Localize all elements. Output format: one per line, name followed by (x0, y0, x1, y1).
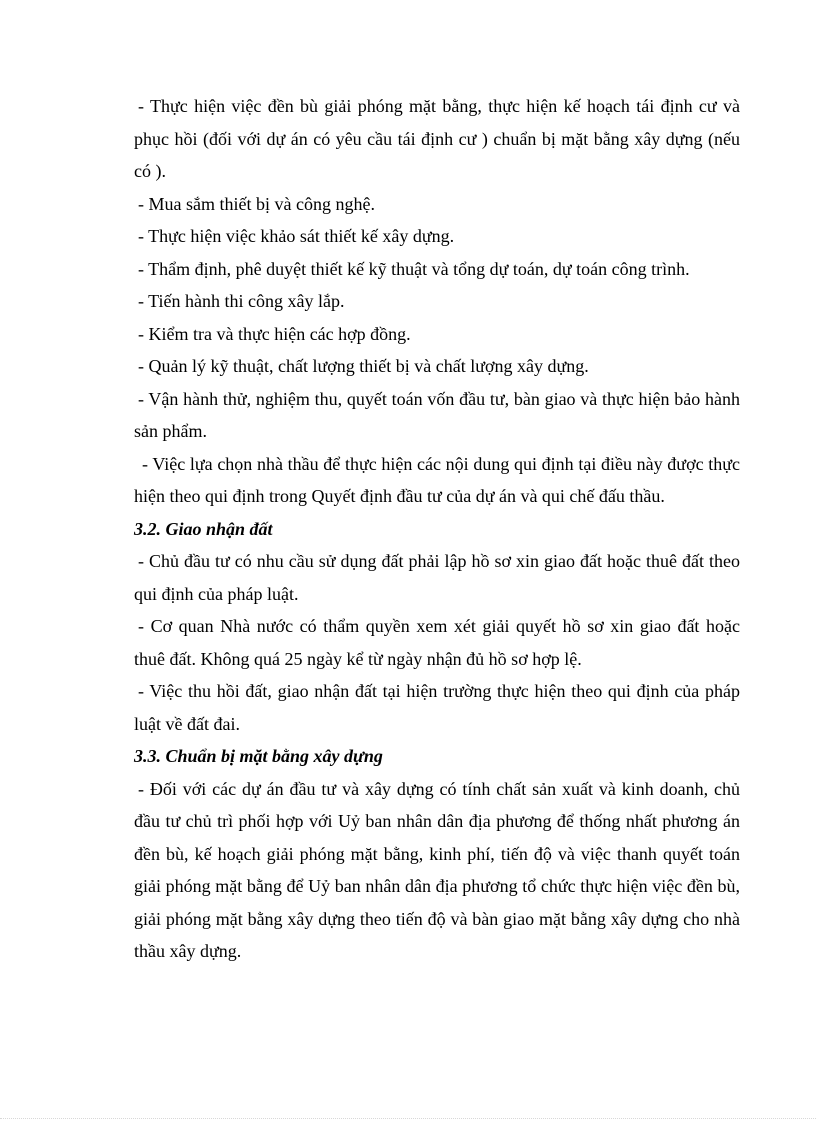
list-item: - Đối với các dự án đầu tư và xây dựng có tính chất sản xuất và kinh doanh, chủ đầu tư chủ trì phối hợp với Uỷ ban nhân dân địa phương để thống nhất phương án đền bù, kế hoạch giải phóng mặt bằng, kinh phí, tiến độ và việc thanh quyết toán giải phóng mặt bằng để Uỷ ban nhân dân địa phương tổ chức thực hiện việc đền bù, giải phóng mặt bằng xây dựng theo tiến độ và bàn giao mặt bằng xây dựng cho nhà thầu xây dựng. (134, 778, 740, 961)
list-item: - Thực hiện việc khảo sát thiết kế xây dựng. (138, 226, 455, 246)
section-heading-3-2: 3.2. Giao nhận đất (134, 518, 273, 539)
list-item: - Việc thu hồi đất, giao nhận đất tại hiện trường thực hiện theo qui định của pháp luật về đất đai. (134, 681, 740, 734)
list-item: - Chủ đầu tư có nhu cầu sử dụng đất phải lập hồ sơ xin giao đất hoặc thuê đất theo qui định của pháp luật. (134, 551, 740, 604)
document-body (134, 90, 740, 968)
list-item: - Cơ quan Nhà nước có thẩm quyền xem xét giải quyết hồ sơ xin giao đất hoặc thuê đất. Không quá 25 ngày kể từ ngày nhận đủ hồ sơ hợp lệ. (134, 616, 740, 669)
list-item: - Tiến hành thi công xây lắp. (138, 291, 345, 311)
section-heading-3-3: 3.3. Chuẩn bị mặt bằng xây dựng (134, 746, 383, 766)
list-item: - Thực hiện việc đền bù giải phóng mặt bằng, thực hiện kế hoạch tái định cư và phục hồi (đối với dự án có yêu cầu tái định cư ) chuẩn bị mặt bằng xây dựng (nếu có ). (134, 96, 740, 181)
page-bottom-rule (0, 1118, 816, 1119)
list-item: - Vận hành thử, nghiệm thu, quyết toán vốn đầu tư, bàn giao và thực hiện bảo hành sản phẩm. (134, 388, 740, 441)
list-item: - Việc lựa chọn nhà thầu để thực hiện các nội dung qui định tại điều này được thực hiện theo qui định trong Quyết định đầu tư của dự án và qui chế đấu thầu. (134, 453, 740, 506)
list-item: - Mua sắm thiết bị và công nghệ. (138, 193, 375, 214)
list-item: - Quản lý kỹ thuật, chất lượng thiết bị và chất lượng xây dựng. (138, 356, 589, 376)
list-item: - Thẩm định, phê duyệt thiết kế kỹ thuật và tổng dự toán, dự toán công trình. (138, 258, 690, 279)
list-item: - Kiểm tra và thực hiện các hợp đồng. (138, 323, 411, 344)
